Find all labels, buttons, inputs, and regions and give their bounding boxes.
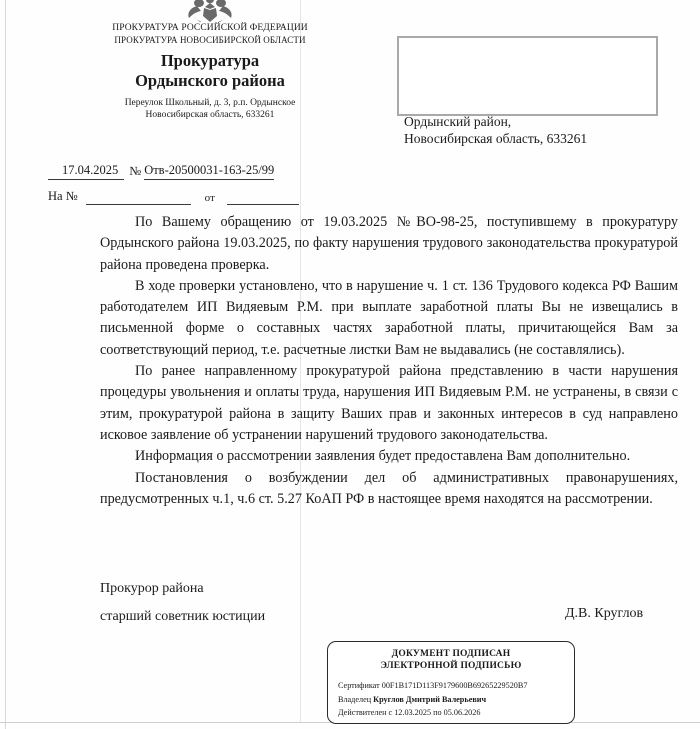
stamp-certificate-label: Сертификат (338, 681, 380, 690)
organization-line-2: ПРОКУРАТУРА НОВОСИБИРСКОЙ ОБЛАСТИ (114, 35, 306, 45)
stamp-validity-row (338, 706, 574, 720)
body-paragraph: По Вашему обращению от 19.03.2025 №ВО-98-25, поступившему в прокуратуру Ордынского района 19.03.2025, по факту нарушения трудового законодательства прокуратурой района проведена проверка. (100, 214, 678, 273)
body-paragraph: По ранее направленному прокуратурой района представлению в части нарушения процедуры увольнения и оплаты труда, нарушения ИП Видяевым Р.М. не устранены, в связи с этим, прокуратурой района в защиту Ваших прав и законных интересов в суд направлено исковое заявление об устранении нарушений трудового законодательства. (100, 363, 678, 443)
incoming-date-field[interactable] (227, 192, 299, 205)
addressee-name-box (397, 36, 658, 116)
incoming-number-label: На № (48, 189, 78, 203)
department-line-2: Ордынского района (135, 71, 285, 90)
reference-block (48, 163, 338, 205)
incoming-number-field[interactable] (86, 192, 191, 205)
signer-name: Д.В. Круглов (565, 606, 644, 621)
reference-date: 17.04.2025 (48, 163, 124, 180)
stamp-certificate-value: 00F1B171D113F9179600B69265229520B7 (381, 681, 528, 690)
letterhead (60, 0, 360, 121)
organization-line-1: ПРОКУРАТУРА РОССИЙСКОЙ ФЕДЕРАЦИИ (112, 23, 308, 33)
reference-number: Отв-20500031-163-25/99 (144, 163, 274, 180)
stamp-title-line-1: ДОКУМЕНТ ПОДПИСАН (391, 649, 511, 659)
department-line-1: Прокуратура (160, 51, 260, 70)
stamp-owner-label: Владелец (338, 694, 372, 704)
stamp-title-line-2: ЭЛЕКТРОННОЙ ПОДПИСЬЮ (380, 661, 522, 671)
addressee-address-line-1: Ордынский район, (404, 114, 512, 129)
page-edge-left (5, 0, 6, 729)
signer-title-line-2: старший советник юстиции (100, 609, 266, 624)
letter-body (100, 212, 678, 510)
reference-incoming-row (48, 189, 338, 205)
addressee-address-line-2: Новосибирская область, 633261 (404, 131, 588, 146)
stamp-details (328, 679, 574, 720)
sender-address-line-1: Переулок Школьный, д. 3, р.п. Ордынское (124, 98, 296, 108)
reference-outgoing-row (48, 163, 338, 180)
stamp-owner-value: Круглов Дмитрий Валерьевич (373, 694, 487, 704)
electronic-signature-stamp (327, 641, 575, 724)
stamp-certificate-row (338, 679, 574, 693)
stamp-validity-value: с 12.03.2025 по 05.06.2026 (388, 708, 481, 717)
body-paragraph: Постановления о возбуждении дел об административных правонарушениях, предусмотренных ч.1, ч.6 ст. 5.27 КоАП РФ в настоящее время находятся на рассмотрении. (100, 469, 678, 507)
body-paragraph: В ходе проверки установлено, что в нарушение ч. 1 ст. 136 Трудового кодекса РФ Вашим работодателем ИП Видяевым Р.М. при выплате заработной платы Вы не извещались в письменной форме о составных частях заработной платы, причитающейся Вам за соответствующий период, т.е. расчетные листки Вам не выдавались (не составлялись). (100, 277, 678, 358)
body-paragraph: Информация о рассмотрении заявления будет предоставлена Вам дополнительно. (135, 448, 631, 465)
stamp-owner-row (338, 693, 574, 707)
sender-address-line-2: Новосибирская область, 633261 (145, 110, 275, 120)
signer-title-line-1: Прокурор района (100, 581, 204, 596)
addressee-address (404, 113, 684, 147)
stamp-validity-label: Действителен (338, 708, 387, 717)
reference-number-label: № (129, 164, 142, 178)
russian-coat-of-arms-icon (60, 0, 360, 22)
incoming-date-label: от (204, 192, 215, 204)
